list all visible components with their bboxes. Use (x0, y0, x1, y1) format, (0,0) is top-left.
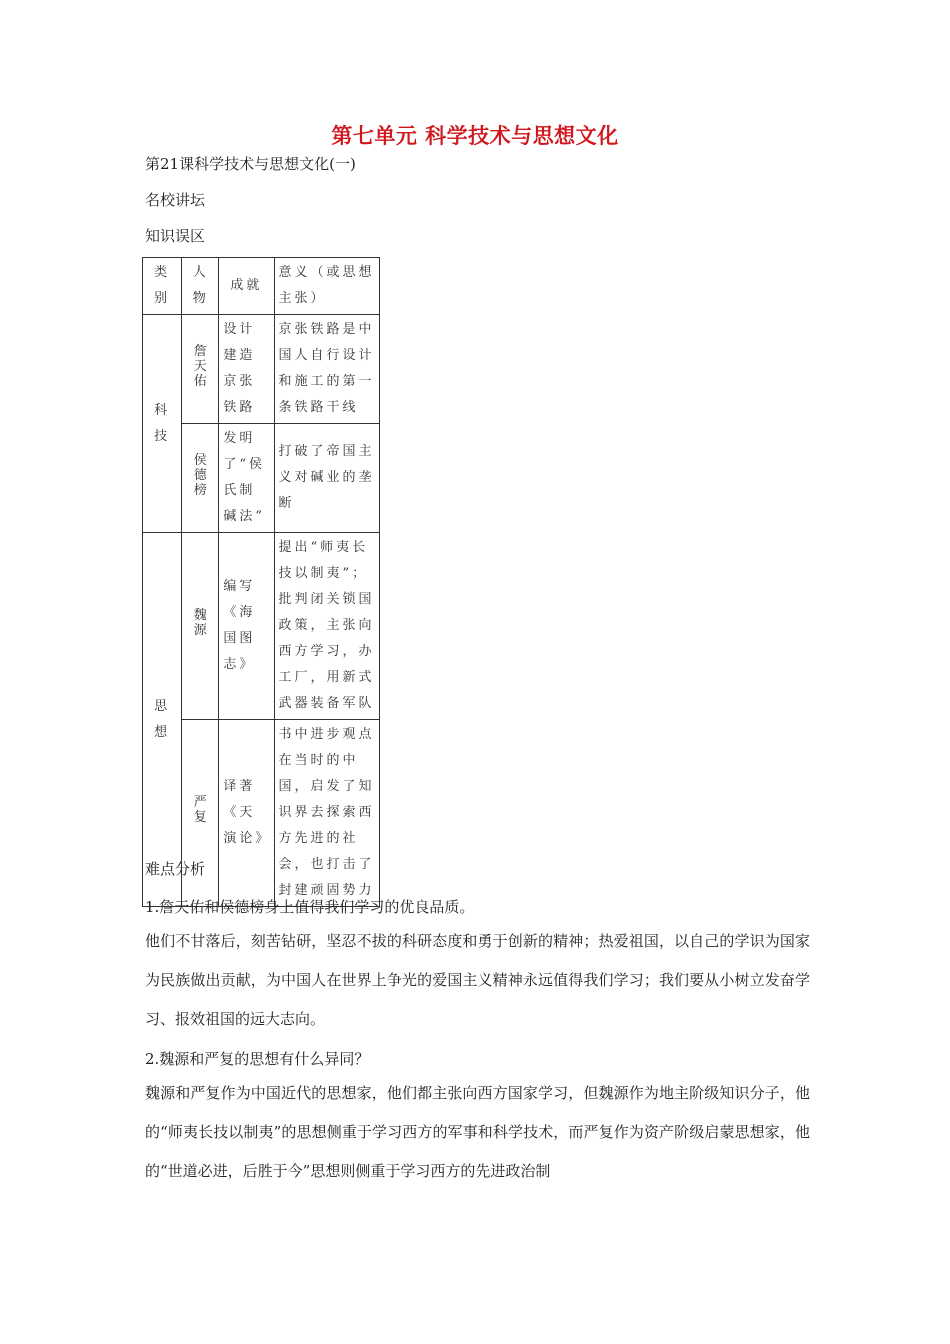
answer-2: 魏源和严复作为中国近代的思想家，他们都主张向西方国家学习，但魏源作为地主阶级知识分子，他的“师夷长技以制夷”的思想侧重于学习西方的军事和科学技术，而严复作为资产阶级启蒙思想家，他的“世道必进，后胜于今”思想则侧重于学习西方的先进政治制 (145, 1084, 810, 1180)
person-name: 詹天佑 (193, 343, 207, 389)
person-name: 魏源 (193, 608, 207, 638)
question-2: 2.魏源和严复的思想有什么异同？ (145, 1050, 370, 1068)
person-cell (182, 424, 219, 533)
achievement-cell: 发明了“侯氏制碱法” (219, 424, 274, 533)
section-errors: 知识误区 (145, 227, 206, 245)
person-name: 严复 (193, 795, 207, 825)
category-science: 科技 (143, 315, 182, 533)
lesson-heading: 第21课科学技术与思想文化(一) (145, 155, 356, 173)
person-cell (182, 315, 219, 424)
significance-cell: 京张铁路是中国人自行设计和施工的第一条铁路干线 (274, 315, 379, 424)
achievement-cell: 编写《海国图志》 (219, 533, 274, 720)
knowledge-table (142, 257, 380, 907)
header-person: 人物 (182, 258, 219, 315)
question-1: 1.詹天佑和侯德榜身上值得我们学习的优良品质。 (145, 898, 475, 916)
table-row (143, 533, 380, 720)
section-lecture: 名校讲坛 (145, 191, 206, 209)
table-row (143, 315, 380, 424)
answer-1: 他们不甘落后，刻苦钻研，坚忍不拔的科研态度和勇于创新的精神；热爱祖国，以自己的学识为国家为民族做出贡献，为中国人在世界上争光的爱国主义精神永远值得我们学习；我们要从小树立发奋学习、报效祖国的远大志向。 (145, 932, 810, 1028)
category-thought: 思想 (143, 533, 182, 907)
person-cell (182, 533, 219, 720)
significance-cell: 提出“师夷长技以制夷”；批判闭关锁国政策，主张向西方学习，办工厂，用新式武器装备军队 (274, 533, 379, 720)
header-category: 类别 (143, 258, 182, 315)
achievement-cell: 译著《天演论》 (219, 720, 274, 907)
section-analysis: 难点分析 (145, 860, 206, 878)
page-title: 第七单元 科学技术与思想文化 (331, 124, 619, 148)
header-achievement: 成就 (219, 258, 274, 315)
header-significance: 意义（或思想主张） (274, 258, 379, 315)
significance-cell: 书中进步观点在当时的中国，启发了知识界去探索西方先进的社会，也打击了封建顽固势力 (274, 720, 379, 907)
achievement-cell: 设计建造京张铁路 (219, 315, 274, 424)
person-name: 侯德榜 (193, 452, 207, 498)
significance-cell: 打破了帝国主义对碱业的垄断 (274, 424, 379, 533)
